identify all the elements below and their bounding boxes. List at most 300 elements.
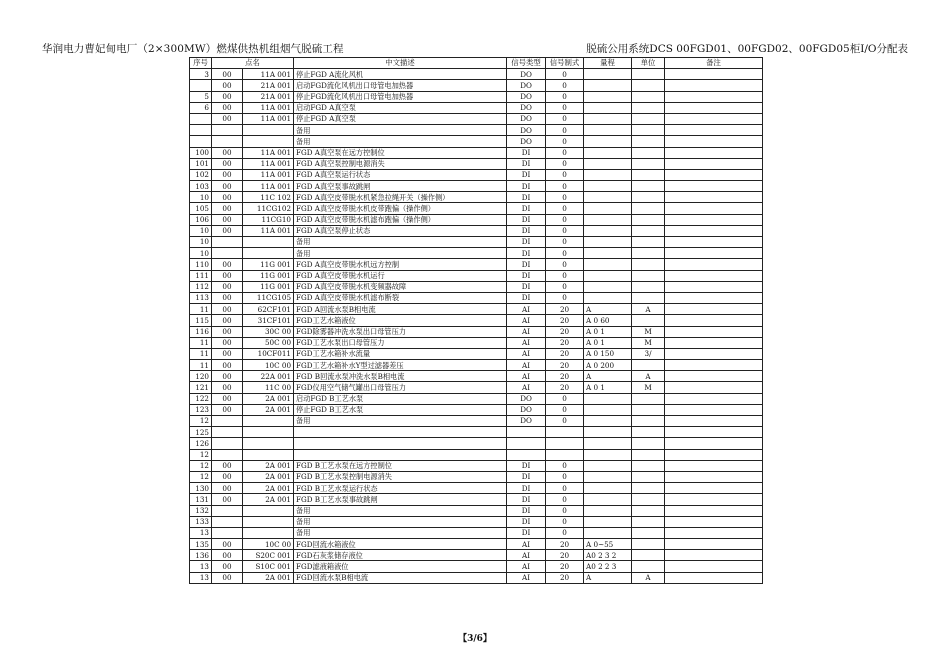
- cell-range: [584, 91, 632, 102]
- table-row: [190, 483, 763, 494]
- cell-no: 10: [190, 248, 212, 259]
- cell-system: 00: [212, 404, 243, 415]
- cell-system: [212, 136, 243, 147]
- cell-address: 11G 001: [243, 259, 294, 270]
- table-row: [190, 561, 763, 572]
- cell-unit: [632, 158, 665, 169]
- cell-no: 133: [190, 516, 212, 527]
- cell-note: [665, 393, 763, 404]
- cell-unit: [632, 393, 665, 404]
- cell-signal-type: DI: [507, 292, 546, 303]
- cell-unit: [632, 427, 665, 438]
- table-row: [190, 192, 763, 203]
- cell-address: 2A 001: [243, 460, 294, 471]
- table-row: [190, 237, 763, 248]
- table-row: [190, 427, 763, 438]
- cell-signal-type: DI: [507, 158, 546, 169]
- cell-range: [584, 113, 632, 124]
- cell-no: 10: [190, 192, 212, 203]
- cell-note: [665, 337, 763, 348]
- cell-note: [665, 169, 763, 180]
- cell-unit: [632, 69, 665, 80]
- cell-no: [190, 136, 212, 147]
- table-row: [190, 315, 763, 326]
- cell-range: [584, 449, 632, 460]
- cell-note: [665, 158, 763, 169]
- cell-signal-type: DI: [507, 527, 546, 538]
- cell-description: 备用: [294, 527, 507, 538]
- cell-description: FGD A真空皮带脱水机滤布跑偏（操作侧）: [294, 214, 507, 225]
- cell-system: 00: [212, 102, 243, 113]
- cell-no: 115: [190, 315, 212, 326]
- table-row: [190, 438, 763, 449]
- cell-system: [212, 248, 243, 259]
- cell-unit: [632, 539, 665, 550]
- cell-note: [665, 181, 763, 192]
- cell-signal-type: DO: [507, 102, 546, 113]
- cell-range: [584, 181, 632, 192]
- cell-note: [665, 527, 763, 538]
- cell-no: 112: [190, 281, 212, 292]
- cell-unit: M: [632, 382, 665, 393]
- cell-signal-type: DO: [507, 404, 546, 415]
- cell-signal-format: 0: [546, 214, 584, 225]
- cell-signal-type: DI: [507, 248, 546, 259]
- cell-system: 00: [212, 80, 243, 91]
- cell-note: [665, 281, 763, 292]
- cell-signal-type: DI: [507, 214, 546, 225]
- cell-unit: [632, 360, 665, 371]
- cell-note: [665, 304, 763, 315]
- cell-no: [190, 113, 212, 124]
- cell-unit: [632, 248, 665, 259]
- cell-unit: [632, 449, 665, 460]
- table-row: [190, 416, 763, 427]
- cell-unit: [632, 237, 665, 248]
- cell-note: [665, 248, 763, 259]
- cell-range: [584, 404, 632, 415]
- table-row: [190, 136, 763, 147]
- cell-unit: A: [632, 304, 665, 315]
- cell-signal-type: AI: [507, 315, 546, 326]
- cell-range: A: [584, 304, 632, 315]
- cell-signal-format: 0: [546, 102, 584, 113]
- cell-note: [665, 203, 763, 214]
- cell-unit: [632, 136, 665, 147]
- cell-signal-format: 0: [546, 169, 584, 180]
- cell-address: 11A 001: [243, 225, 294, 236]
- cell-description: 备用: [294, 416, 507, 427]
- cell-signal-format: 0: [546, 192, 584, 203]
- cell-range: [584, 225, 632, 236]
- cell-system: 00: [212, 304, 243, 315]
- cell-no: 10: [190, 225, 212, 236]
- io-allocation-table: [189, 57, 763, 584]
- cell-address: 11A 001: [243, 158, 294, 169]
- cell-note: [665, 136, 763, 147]
- cell-description: [294, 438, 507, 449]
- cell-system: [212, 427, 243, 438]
- col-header-no: 序号: [190, 58, 212, 69]
- cell-range: [584, 483, 632, 494]
- cell-no: 11: [190, 304, 212, 315]
- cell-no: 126: [190, 438, 212, 449]
- table-row: [190, 270, 763, 281]
- cell-no: 5: [190, 91, 212, 102]
- cell-unit: [632, 147, 665, 158]
- cell-note: [665, 192, 763, 203]
- table-row: [190, 91, 763, 102]
- table-row: [190, 214, 763, 225]
- cell-address: 11A 001: [243, 181, 294, 192]
- cell-note: [665, 69, 763, 80]
- table-header-row: [190, 58, 763, 69]
- cell-note: [665, 91, 763, 102]
- cell-address: 21A 001: [243, 91, 294, 102]
- cell-address: 11C 102: [243, 192, 294, 203]
- cell-description: FGD滤液箱液位: [294, 561, 507, 572]
- cell-note: [665, 270, 763, 281]
- cell-signal-format: 0: [546, 281, 584, 292]
- cell-description: 停止FGD A流化风机: [294, 69, 507, 80]
- cell-signal-format: 0: [546, 292, 584, 303]
- cell-signal-type: DI: [507, 460, 546, 471]
- cell-no: 101: [190, 158, 212, 169]
- cell-no: 103: [190, 181, 212, 192]
- cell-range: [584, 147, 632, 158]
- cell-signal-format: 0: [546, 527, 584, 538]
- cell-range: A0 2 3 2: [584, 550, 632, 561]
- table-row: [190, 471, 763, 482]
- cell-unit: [632, 259, 665, 270]
- cell-signal-format: 0: [546, 483, 584, 494]
- cell-signal-format: 0: [546, 203, 584, 214]
- cell-description: FGD仪用空气储气罐出口母管压力: [294, 382, 507, 393]
- cell-unit: [632, 225, 665, 236]
- cell-range: [584, 516, 632, 527]
- table-row: [190, 181, 763, 192]
- cell-address: 31CF101: [243, 315, 294, 326]
- cell-address: 21A 001: [243, 80, 294, 91]
- cell-note: [665, 214, 763, 225]
- cell-note: [665, 404, 763, 415]
- cell-note: [665, 449, 763, 460]
- cell-description: FGD B工艺水泵运行状态: [294, 483, 507, 494]
- cell-unit: [632, 192, 665, 203]
- cell-range: [584, 192, 632, 203]
- cell-address: [243, 125, 294, 136]
- cell-address: 10C 00: [243, 539, 294, 550]
- cell-signal-type: AI: [507, 550, 546, 561]
- cell-address: [243, 136, 294, 147]
- cell-description: [294, 427, 507, 438]
- cell-address: 11A 001: [243, 147, 294, 158]
- cell-range: [584, 136, 632, 147]
- table-row: [190, 550, 763, 561]
- cell-system: 00: [212, 169, 243, 180]
- cell-no: 123: [190, 404, 212, 415]
- cell-description: 启动FGD流化风机出口母管电加热器: [294, 80, 507, 91]
- table-row: [190, 516, 763, 527]
- cell-system: 00: [212, 539, 243, 550]
- cell-signal-format: 0: [546, 460, 584, 471]
- cell-description: FGD A真空泵事故跳闸: [294, 181, 507, 192]
- cell-unit: [632, 505, 665, 516]
- cell-signal-format: 20: [546, 382, 584, 393]
- cell-system: 00: [212, 270, 243, 281]
- cell-address: 30C 00: [243, 326, 294, 337]
- cell-range: [584, 169, 632, 180]
- cell-signal-type: AI: [507, 326, 546, 337]
- cell-signal-format: 0: [546, 393, 584, 404]
- cell-note: [665, 572, 763, 583]
- cell-range: [584, 69, 632, 80]
- cell-address: 2A 001: [243, 494, 294, 505]
- cell-system: [212, 125, 243, 136]
- cell-address: [243, 516, 294, 527]
- table-row: [190, 304, 763, 315]
- cell-signal-format: 0: [546, 494, 584, 505]
- cell-system: 00: [212, 337, 243, 348]
- cell-signal-format: 0: [546, 471, 584, 482]
- cell-note: [665, 237, 763, 248]
- cell-note: [665, 292, 763, 303]
- cell-signal-format: 0: [546, 158, 584, 169]
- cell-no: 125: [190, 427, 212, 438]
- cell-unit: [632, 125, 665, 136]
- cell-address: 11G 001: [243, 270, 294, 281]
- table-row: [190, 382, 763, 393]
- cell-signal-type: DI: [507, 471, 546, 482]
- cell-signal-type: AI: [507, 360, 546, 371]
- cell-range: A 0 1: [584, 337, 632, 348]
- cell-no: 111: [190, 270, 212, 281]
- cell-signal-type: AI: [507, 371, 546, 382]
- table-row: [190, 147, 763, 158]
- cell-unit: [632, 102, 665, 113]
- cell-range: [584, 80, 632, 91]
- cell-signal-format: 0: [546, 69, 584, 80]
- cell-address: 11CG102: [243, 203, 294, 214]
- cell-signal-format: 20: [546, 371, 584, 382]
- cell-signal-format: 0: [546, 80, 584, 91]
- cell-note: [665, 505, 763, 516]
- cell-note: [665, 471, 763, 482]
- cell-description: 备用: [294, 125, 507, 136]
- cell-system: 00: [212, 393, 243, 404]
- cell-range: A 0 200: [584, 360, 632, 371]
- cell-signal-type: DO: [507, 113, 546, 124]
- cell-range: [584, 393, 632, 404]
- cell-note: [665, 360, 763, 371]
- cell-system: 00: [212, 158, 243, 169]
- cell-system: 00: [212, 91, 243, 102]
- cell-signal-type: DI: [507, 225, 546, 236]
- cell-description: 启动FGD B工艺水泵: [294, 393, 507, 404]
- table-row: [190, 203, 763, 214]
- table-row: [190, 393, 763, 404]
- col-header-signal-format: 信号制式: [546, 58, 584, 69]
- cell-no: 131: [190, 494, 212, 505]
- cell-description: FGD A回流水泵B相电流: [294, 304, 507, 315]
- cell-signal-type: DI: [507, 147, 546, 158]
- cell-description: 备用: [294, 136, 507, 147]
- cell-unit: M: [632, 337, 665, 348]
- cell-system: [212, 516, 243, 527]
- cell-signal-type: DI: [507, 270, 546, 281]
- col-header-signal-type: 信号类型: [507, 58, 546, 69]
- cell-no: 3: [190, 69, 212, 80]
- cell-system: [212, 527, 243, 538]
- table-row: [190, 225, 763, 236]
- cell-no: 106: [190, 214, 212, 225]
- cell-signal-type: DI: [507, 192, 546, 203]
- cell-signal-type: DI: [507, 259, 546, 270]
- cell-signal-type: DO: [507, 416, 546, 427]
- cell-no: [190, 80, 212, 91]
- cell-signal-format: 0: [546, 147, 584, 158]
- cell-system: 00: [212, 203, 243, 214]
- cell-range: A0 2 2 3: [584, 561, 632, 572]
- table-row: [190, 113, 763, 124]
- cell-no: [190, 125, 212, 136]
- cell-range: A 0~55: [584, 539, 632, 550]
- cell-signal-format: 0: [546, 259, 584, 270]
- cell-signal-format: 20: [546, 348, 584, 359]
- cell-range: [584, 505, 632, 516]
- cell-address: 10C 00: [243, 360, 294, 371]
- cell-address: [243, 416, 294, 427]
- cell-address: [243, 248, 294, 259]
- cell-signal-type: AI: [507, 382, 546, 393]
- table-row: [190, 125, 763, 136]
- cell-unit: A: [632, 371, 665, 382]
- cell-note: [665, 326, 763, 337]
- cell-description: 备用: [294, 505, 507, 516]
- table-row: [190, 292, 763, 303]
- cell-address: [243, 237, 294, 248]
- cell-no: 130: [190, 483, 212, 494]
- cell-signal-type: AI: [507, 572, 546, 583]
- table-body: [190, 69, 763, 584]
- cell-signal-format: 0: [546, 91, 584, 102]
- cell-system: [212, 438, 243, 449]
- cell-no: 121: [190, 382, 212, 393]
- cell-signal-type: [507, 438, 546, 449]
- cell-address: 11CG105: [243, 292, 294, 303]
- table-row: [190, 248, 763, 259]
- table-title: 脱硫公用系统DCS 00FGD01、00FGD02、00FGD05柜I/O分配表: [586, 43, 908, 55]
- page-number: 【3/6】: [458, 634, 492, 644]
- cell-range: [584, 125, 632, 136]
- cell-signal-type: AI: [507, 539, 546, 550]
- cell-range: A: [584, 371, 632, 382]
- cell-signal-type: DI: [507, 494, 546, 505]
- cell-signal-type: DI: [507, 505, 546, 516]
- cell-system: [212, 505, 243, 516]
- cell-system: 00: [212, 259, 243, 270]
- table-row: [190, 337, 763, 348]
- cell-system: 00: [212, 113, 243, 124]
- col-header-range: 量程: [584, 58, 632, 69]
- cell-unit: [632, 460, 665, 471]
- cell-note: [665, 561, 763, 572]
- cell-unit: [632, 203, 665, 214]
- cell-note: [665, 315, 763, 326]
- cell-signal-type: DO: [507, 393, 546, 404]
- cell-address: 2A 001: [243, 404, 294, 415]
- cell-description: FGD A真空皮带脱水机变频器故障: [294, 281, 507, 292]
- cell-range: [584, 259, 632, 270]
- cell-signal-type: DO: [507, 125, 546, 136]
- cell-range: [584, 292, 632, 303]
- cell-no: 100: [190, 147, 212, 158]
- cell-no: 122: [190, 393, 212, 404]
- cell-unit: [632, 527, 665, 538]
- col-header-desc: 中文描述: [294, 58, 507, 69]
- cell-address: [243, 449, 294, 460]
- table-row: [190, 527, 763, 538]
- cell-range: A: [584, 572, 632, 583]
- cell-note: [665, 259, 763, 270]
- cell-signal-type: DO: [507, 136, 546, 147]
- cell-address: 11C 00: [243, 382, 294, 393]
- cell-system: 00: [212, 561, 243, 572]
- cell-system: 00: [212, 550, 243, 561]
- cell-signal-format: 20: [546, 360, 584, 371]
- cell-note: [665, 416, 763, 427]
- cell-address: 10CF011: [243, 348, 294, 359]
- table-row: [190, 169, 763, 180]
- cell-system: 00: [212, 315, 243, 326]
- cell-unit: [632, 516, 665, 527]
- cell-description: FGD除雾器冲洗水泵出口母管压力: [294, 326, 507, 337]
- cell-system: 00: [212, 214, 243, 225]
- cell-signal-format: 20: [546, 337, 584, 348]
- cell-description: FGD A真空泵停止状态: [294, 225, 507, 236]
- cell-unit: [632, 561, 665, 572]
- cell-description: FGD A真空皮带脱水机紧急拉绳开关（操作侧）: [294, 192, 507, 203]
- cell-signal-type: [507, 427, 546, 438]
- cell-system: 00: [212, 292, 243, 303]
- cell-signal-type: [507, 449, 546, 460]
- table-row: [190, 158, 763, 169]
- cell-description: 备用: [294, 248, 507, 259]
- cell-signal-format: 0: [546, 136, 584, 147]
- cell-unit: [632, 438, 665, 449]
- cell-range: [584, 416, 632, 427]
- cell-unit: [632, 80, 665, 91]
- cell-signal-format: 0: [546, 516, 584, 527]
- cell-signal-format: 0: [546, 225, 584, 236]
- cell-note: [665, 147, 763, 158]
- cell-unit: [632, 181, 665, 192]
- cell-address: 11A 001: [243, 113, 294, 124]
- table-row: [190, 494, 763, 505]
- cell-unit: [632, 404, 665, 415]
- cell-system: 00: [212, 69, 243, 80]
- cell-signal-format: 20: [546, 304, 584, 315]
- table-row: [190, 69, 763, 80]
- cell-no: 12: [190, 471, 212, 482]
- cell-description: 停止FGD流化风机出口母管电加热器: [294, 91, 507, 102]
- cell-unit: [632, 292, 665, 303]
- cell-description: FGD B工艺水泵在远方控制位: [294, 460, 507, 471]
- cell-no: 11: [190, 360, 212, 371]
- cell-signal-type: AI: [507, 337, 546, 348]
- cell-description: FGD工艺水箱补水流量: [294, 348, 507, 359]
- cell-range: [584, 102, 632, 113]
